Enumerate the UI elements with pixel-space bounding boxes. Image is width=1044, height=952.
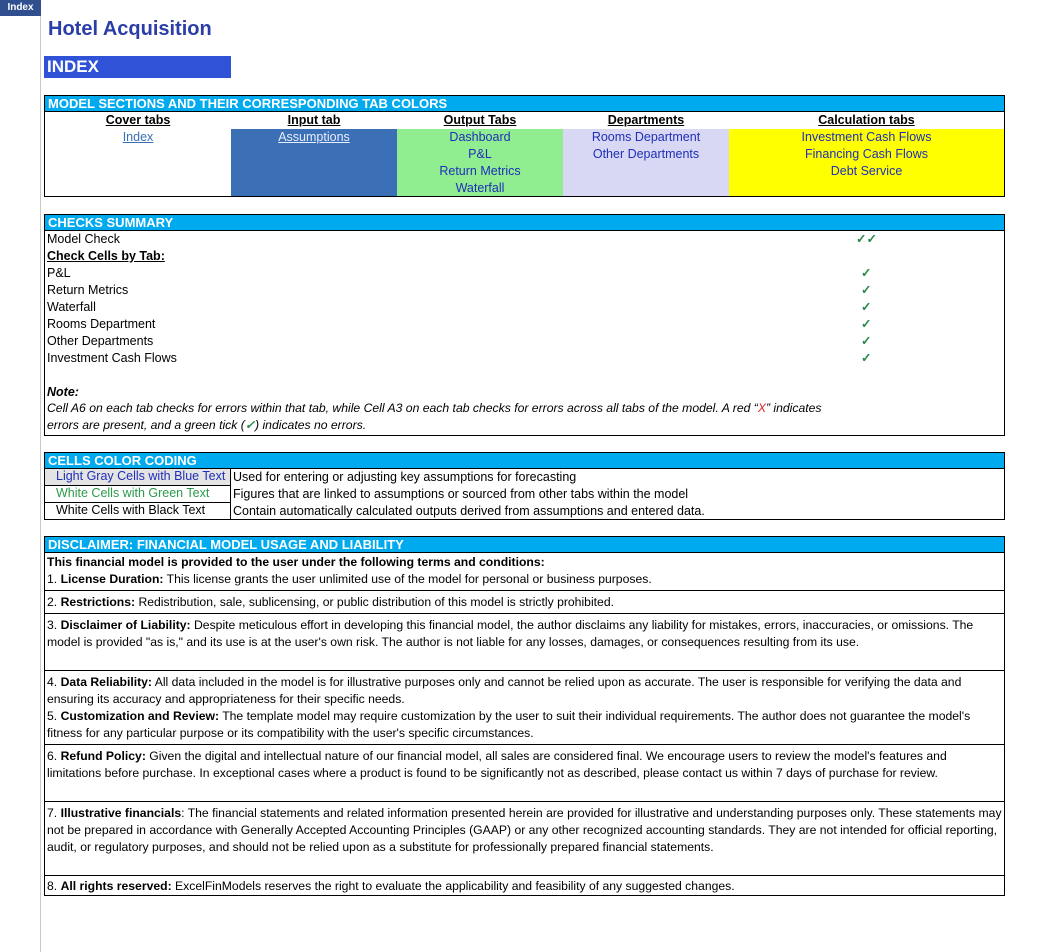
disclaimer-panel xyxy=(44,536,1005,896)
item-term: Restrictions: xyxy=(60,595,136,609)
divider xyxy=(45,744,1004,745)
checks-summary-header: CHECKS SUMMARY xyxy=(45,215,1004,231)
check-tick-icon: ✓ xyxy=(861,300,872,314)
color-coding-panel xyxy=(44,452,1005,520)
legend-label-black: White Cells with Black Text xyxy=(56,503,206,517)
link-debt-service[interactable]: Debt Service xyxy=(830,164,903,178)
divider xyxy=(45,801,1004,802)
departments-heading: Departments xyxy=(607,113,685,127)
index-banner: INDEX xyxy=(44,56,231,78)
link-assumptions[interactable]: Assumptions xyxy=(278,130,350,144)
check-tick-icon: ✓ xyxy=(861,334,872,348)
check-row-label: Investment Cash Flows xyxy=(47,351,177,365)
green-tick-icon: ✓ xyxy=(244,418,256,432)
disclaimer-header: DISCLAIMER: FINANCIAL MODEL USAGE AND LIABILITY xyxy=(45,537,1004,553)
link-dashboard[interactable]: Dashboard xyxy=(449,130,511,144)
link-rooms-department[interactable]: Rooms Department xyxy=(591,130,701,144)
note-line-1 xyxy=(47,400,822,417)
item-text: All data included in the model is for illustrative purposes only and cannot be relied upon as accurate. The user is responsible for verifying the data and ensuring its accuracy and appropriateness for their specific needs. xyxy=(47,675,962,706)
legend-desc: Used for entering or adjusting key assumptions for forecasting xyxy=(233,470,577,484)
check-tick-icon: ✓ xyxy=(861,266,872,280)
note-line-2 xyxy=(47,417,366,434)
check-row-label: Waterfall xyxy=(47,300,96,314)
item-term: Customization and Review: xyxy=(60,709,220,723)
sheet-tab-index[interactable]: Index xyxy=(0,0,41,16)
check-by-tab-label: Check Cells by Tab: xyxy=(47,249,165,263)
link-other-departments[interactable]: Other Departments xyxy=(592,147,700,161)
note-text: ) indicates no errors. xyxy=(255,418,367,432)
check-row-label: Other Departments xyxy=(47,334,154,348)
item-text: : The financial statements and related information presented herein are provided for illustrative and understanding purposes only. These statements may not be prepared in accordance with Generally Accepted Accounting Principles (GAAP) or any other recognized accounting standards. They are not intended for official reporting, audit, or regulatory purposes, and should not be relied upon as a substitute for professionally prepared financial statements. xyxy=(47,806,1002,854)
check-row-label: Return Metrics xyxy=(47,283,129,297)
item-term: Data Reliability: xyxy=(60,675,152,689)
legend-gray-cell xyxy=(45,469,231,486)
item-text: This license grants the user unlimited use of the model for personal or business purposes. xyxy=(163,572,652,586)
note-text: Cell A6 on each tab checks for errors within that tab, while Cell A3 on each tab checks for errors across all tabs of the model. A red “ xyxy=(47,401,758,415)
item-num: 5. xyxy=(47,709,58,723)
check-row-label: Rooms Department xyxy=(47,317,156,331)
link-pl[interactable]: P&L xyxy=(468,147,492,161)
item-num: 6. xyxy=(47,749,58,763)
item-num: 2. xyxy=(47,595,58,609)
model-sections-panel xyxy=(44,95,1005,197)
color-coding-header: CELLS COLOR CODING xyxy=(45,453,1004,469)
link-investment-cash-flows[interactable]: Investment Cash Flows xyxy=(801,130,932,144)
note-text: errors are present, and a green tick ( xyxy=(47,418,245,432)
check-tick-icon: ✓ xyxy=(861,351,872,365)
disclaimer-item-2 xyxy=(47,594,1002,611)
item-text: Despite meticulous effort in developing this financial model, the author disclaims any liability for mistakes, errors, inaccuracies, or omissions. The model is provided "as is," and its use is at the user's own risk. The author is not liable for any losses, damages, or consequences resulting from its use. xyxy=(47,618,974,649)
item-num: 3. xyxy=(47,618,58,632)
model-check-tick-icon: ✓✓ xyxy=(856,232,877,246)
disclaimer-item-4 xyxy=(47,674,1002,708)
item-term: Refund Policy: xyxy=(60,749,146,763)
item-num: 7. xyxy=(47,806,58,820)
item-num: 8. xyxy=(47,879,58,893)
link-waterfall[interactable]: Waterfall xyxy=(455,181,505,195)
item-text: ExcelFinModels reserves the right to evaluate the applicability and feasibility of any suggested changes. xyxy=(171,879,735,893)
divider xyxy=(45,670,1004,671)
check-tick-icon: ✓ xyxy=(861,317,872,331)
item-num: 4. xyxy=(47,675,58,689)
left-rule xyxy=(40,16,41,952)
disclaimer-item-8 xyxy=(47,878,1002,895)
item-term: Illustrative financials xyxy=(60,806,182,820)
divider xyxy=(45,875,1004,876)
divider xyxy=(45,590,1004,591)
red-x-icon: X xyxy=(757,401,766,415)
link-return-metrics[interactable]: Return Metrics xyxy=(439,164,521,178)
input-tab-heading: Input tab xyxy=(287,113,341,127)
item-text: Redistribution, sale, sublicensing, or public distribution of this model is strictly prohibited. xyxy=(135,595,614,609)
disclaimer-item-1 xyxy=(47,571,1002,588)
check-row-label: P&L xyxy=(47,266,71,280)
disclaimer-item-6 xyxy=(47,748,1002,782)
legend-label-green: White Cells with Green Text xyxy=(56,486,210,500)
link-financing-cash-flows[interactable]: Financing Cash Flows xyxy=(805,147,928,161)
disclaimer-item-7 xyxy=(47,805,1002,856)
checks-summary-panel xyxy=(44,214,1005,436)
item-term: License Duration: xyxy=(60,572,164,586)
page-title: Hotel Acquisition xyxy=(48,18,212,40)
calculation-tabs-heading: Calculation tabs xyxy=(818,113,915,127)
item-text: Given the digital and intellectual nature of our financial model, all sales are considered final. We encourage users to review the model's features and limitations before purchase. In exceptional cases where a product is found to be significantly not as described, please contact us within 7 days of purchase for review. xyxy=(47,749,947,780)
disclaimer-item-5 xyxy=(47,708,1002,742)
note-text: ” indicates xyxy=(765,401,822,415)
note-label: Note: xyxy=(47,385,79,399)
legend-desc: Figures that are linked to assumptions or sourced from other tabs within the model xyxy=(233,487,689,501)
disclaimer-intro: This financial model is provided to the user under the following terms and conditions: xyxy=(47,555,545,569)
model-check-label: Model Check xyxy=(47,232,120,246)
item-term: All rights reserved: xyxy=(60,879,172,893)
legend-label-blue: Light Gray Cells with Blue Text xyxy=(56,469,226,483)
legend-black-cell xyxy=(45,503,231,519)
disclaimer-item-3 xyxy=(47,617,1002,651)
legend-desc: Contain automatically calculated outputs derived from assumptions and entered data. xyxy=(233,504,705,518)
check-tick-icon: ✓ xyxy=(861,283,872,297)
item-text: The template model may require customization by the user to suit their individual requirements. The author does not guarantee the model's fitness for any particular purpose or its compatibility with the user's specific circumstances. xyxy=(47,709,971,740)
item-num: 1. xyxy=(47,572,58,586)
item-term: Disclaimer of Liability: xyxy=(60,618,191,632)
link-index[interactable]: Index xyxy=(122,130,154,144)
output-tabs-heading: Output Tabs xyxy=(443,113,517,127)
legend-green-cell xyxy=(45,486,231,503)
cover-tabs-heading: Cover tabs xyxy=(105,113,171,127)
model-sections-header: MODEL SECTIONS AND THEIR CORRESPONDING TAB COLORS xyxy=(45,96,1004,112)
divider xyxy=(45,613,1004,614)
